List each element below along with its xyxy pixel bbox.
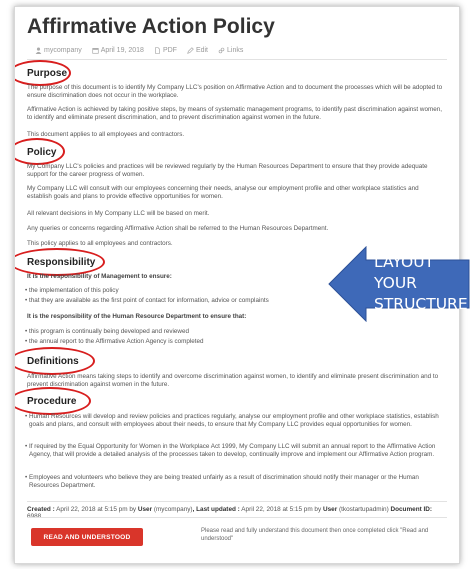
callout-text: LAYOUT YOUR STRUCTURE [374, 253, 468, 313]
purpose-paragraph-1: The purpose of this document is to identify My Company LLC's position on Affirmative Action and to document the processes which will be adopted to ensure discrimination does not occur in the workplace. [27, 84, 443, 100]
policy-paragraph-5: This policy applies to all employees and contractors. [27, 240, 173, 247]
meta-author[interactable] [35, 47, 82, 54]
highlight-responsibility [14, 248, 105, 276]
calendar-icon [92, 47, 99, 54]
meta-links-link[interactable] [218, 47, 243, 54]
created-value: April 22, 2018 at 5:15 pm by [56, 506, 137, 513]
user-icon [35, 47, 42, 54]
purpose-paragraph-3: This document applies to all employees and contractors. [27, 131, 185, 138]
updated-user-name: (tkostartupadmin) [338, 506, 389, 513]
updated-label: , Last updated : [192, 506, 240, 513]
created-user-name: (mycompany) [153, 506, 193, 513]
read-instructions-note: Please read and fully understand this document then once completed click "Read and understood" [201, 528, 429, 542]
responsibility-bullet-3: • this program is continually being developed and reviewed [29, 328, 443, 336]
highlight-procedure [14, 387, 91, 415]
created-user: User [137, 506, 153, 513]
policy-paragraph-4: Any queries or concerns regarding Affirmative Action shall be referred to the Human Resources Department. [27, 225, 329, 232]
responsibility-bullet-4: • the annual report to the Affirmative Action Agency is completed [29, 338, 443, 346]
responsibility-bullet-2: • that they are available as the first point of contact for information, advice or complaints [29, 297, 443, 305]
meta-pdf-link[interactable] [154, 47, 177, 54]
document-meta [35, 47, 243, 54]
edit-icon [187, 47, 194, 54]
meta-edit-text: Edit [195, 47, 208, 54]
read-and-understood-button[interactable]: READ AND UNDERSTOOD [31, 528, 143, 546]
meta-author-text: mycompany [44, 47, 82, 54]
meta-date-text: April 19, 2018 [100, 47, 144, 54]
responsibility-subheading-1: It is the responsibility of Management to ensure: [27, 273, 172, 280]
responsibility-subheading-2: It is the responsibility of the Human Resource Department to ensure that: [27, 313, 247, 320]
divider [27, 59, 447, 60]
procedure-bullet-1: • Human Resources will develop and review policies and practices regularly, analyse our employment profile and other workplace statistics, establish goals and plans, and consult with employees about their needs, to ensure that My Company LLC provides equal opportunities for women. [29, 413, 443, 430]
definitions-paragraph-1: Affirmative Action means taking steps to identify and overcome discrimination against women, to identify and eliminate present discrimination and to prevent discrimination against women in the future. [27, 373, 439, 389]
procedure-bullet-2: • If required by the Equal Opportunity for Women in the Workplace Act 1999, My Company LLC will submit an annual report to the Affirmative Action Agency, that will provide a detailed analysis of the processes taken to develop, continually improve and implement our Affirmative Action program. [29, 443, 443, 460]
heading-responsibility: Responsibility [27, 257, 96, 268]
document-id-label: Document ID: [390, 506, 433, 513]
page-title: Affirmative Action Policy [27, 15, 275, 38]
procedure-bullet-3: • Employees and volunteers who believe they are being treated unfairly as a result of discrimination should notify their manager or the Human Resources Department. [29, 474, 443, 491]
policy-paragraph-2: My Company LLC will consult with our employees concerning their needs, analyse our employment profile and other workplace statistics and establish goals and plans to provide effective opportunities for women. [27, 185, 419, 201]
divider [27, 517, 447, 518]
divider [27, 501, 447, 502]
meta-links-text: Links [227, 47, 244, 54]
responsibility-bullet-1: • the implementation of this policy [29, 287, 443, 295]
heading-purpose: Purpose [27, 68, 68, 79]
policy-paragraph-3: All relevant decisions in My Company LLC will be based on merit. [27, 210, 210, 217]
heading-procedure: Procedure [27, 396, 77, 407]
meta-pdf-text: PDF [162, 47, 177, 54]
meta-edit-link[interactable] [187, 47, 208, 54]
highlight-definitions [14, 347, 95, 375]
purpose-paragraph-2: Affirmative Action is achieved by taking positive steps, by means of systematic management programs, to identify past discrimination against women, to identify and eliminate present discrimination, and to prevent discrimination against women in the future. [27, 106, 442, 122]
updated-value: April 22, 2018 at 5:15 pm by [241, 506, 322, 513]
heading-policy: Policy [27, 147, 57, 158]
link-icon [218, 47, 225, 54]
policy-paragraph-1: My Company LLC's policies and practices will be reviewed regularly by the Human Resources Department to ensure that they provide adequate support for the career progress of women. [27, 163, 428, 179]
highlight-policy [14, 138, 65, 165]
heading-definitions: Definitions [27, 356, 79, 367]
pdf-icon [154, 47, 161, 54]
meta-date [92, 47, 144, 54]
updated-user: User [322, 506, 338, 513]
highlight-purpose [14, 60, 71, 86]
created-label: Created : [27, 506, 55, 513]
